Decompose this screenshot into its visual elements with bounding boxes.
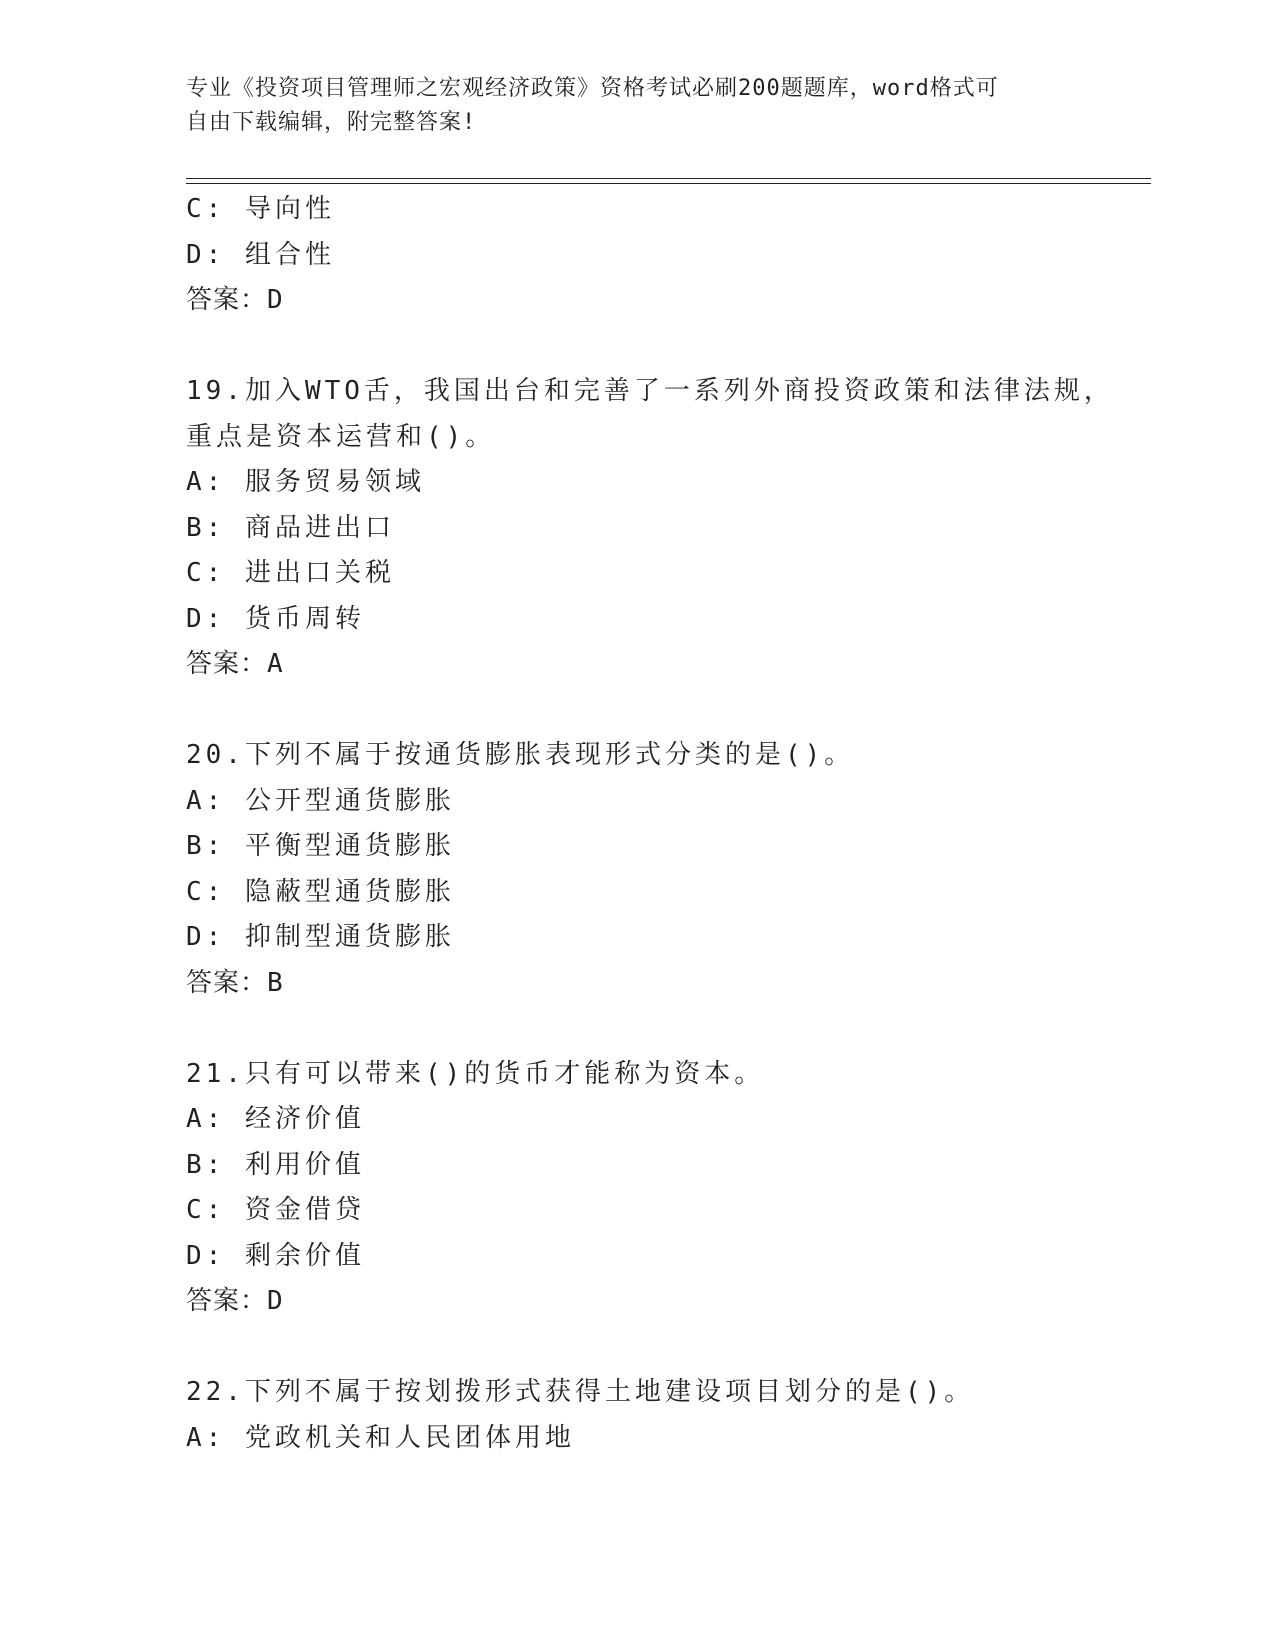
question-stem: 21.只有可以带来()的货币才能称为资本。 bbox=[186, 1058, 765, 1089]
option-c: C: 进出口关税 bbox=[186, 558, 395, 588]
question-stem: 20.下列不属于按通货膨胀表现形式分类的是()。 bbox=[186, 740, 855, 770]
option-d: D: 剩余价值 bbox=[186, 1240, 365, 1271]
header-divider-bottom bbox=[186, 183, 1151, 184]
header-divider-top bbox=[186, 178, 1151, 179]
option-a: A: 经济价值 bbox=[186, 1104, 365, 1134]
question-stem-line-2: 重点是资本运营和()。 bbox=[186, 421, 496, 452]
spacer bbox=[186, 1325, 1151, 1371]
question-21 bbox=[186, 1052, 1151, 1325]
option-a: A: 服务贸易领域 bbox=[186, 467, 425, 497]
option-a: A: 公开型通货膨胀 bbox=[186, 785, 455, 816]
question-stem: 22.下列不属于按划拨形式获得土地建设项目划分的是()。 bbox=[186, 1377, 975, 1407]
answer: 答案：B bbox=[186, 967, 284, 998]
option-a: A: 党政机关和人民团体用地 bbox=[186, 1422, 575, 1453]
option-c: C: 资金借贷 bbox=[186, 1195, 365, 1225]
spacer bbox=[186, 688, 1151, 734]
answer: 答案：D bbox=[186, 285, 284, 315]
header-title-line-2: 自由下载编辑，附完整答案! bbox=[186, 110, 477, 135]
option-d: D: 货币周转 bbox=[186, 603, 365, 634]
question-list bbox=[186, 187, 1151, 1461]
question-stem-line-1: 19.加入WTO舌，我国出台和完善了一系列外商投资政策和法律法规， bbox=[186, 376, 1114, 406]
question-19 bbox=[186, 369, 1151, 688]
question-20 bbox=[186, 733, 1151, 1006]
spacer bbox=[186, 324, 1151, 370]
answer: 答案：D bbox=[186, 1286, 284, 1316]
option-d: D: 组合性 bbox=[186, 239, 335, 270]
option-d: D: 抑制型通货膨胀 bbox=[186, 922, 455, 952]
option-c: C: 隐蔽型通货膨胀 bbox=[186, 876, 455, 907]
option-b: B: 商品进出口 bbox=[186, 512, 395, 543]
question-18 bbox=[186, 187, 1151, 324]
question-22 bbox=[186, 1370, 1151, 1461]
document-header bbox=[186, 72, 1086, 140]
answer: 答案：A bbox=[186, 649, 284, 679]
header-title-line-1: 专业《投资项目管理师之宏观经济政策》资格考试必刷200题题库，word格式可 bbox=[186, 76, 999, 101]
option-c: C: 导向性 bbox=[186, 194, 335, 224]
option-b: B: 利用价值 bbox=[186, 1149, 365, 1180]
spacer bbox=[186, 1006, 1151, 1052]
option-b: B: 平衡型通货膨胀 bbox=[186, 831, 455, 861]
